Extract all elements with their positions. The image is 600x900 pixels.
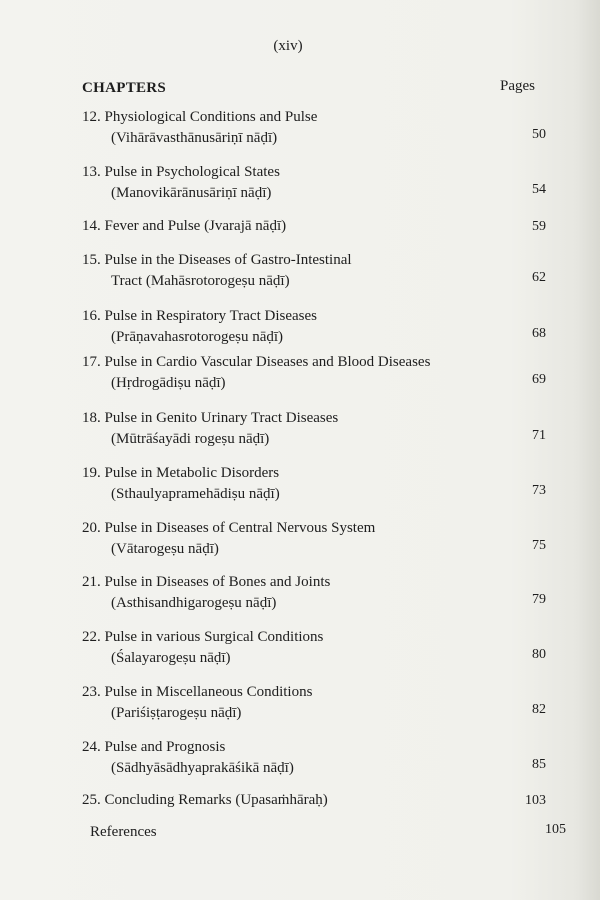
toc-entry [82, 408, 562, 450]
chapters-heading: CHAPTERS [82, 80, 167, 96]
toc-entry [82, 306, 562, 348]
toc-entry-title: 20. Pulse in Diseases of Central Nervous System [82, 520, 376, 536]
toc-page-number: 50 [532, 127, 546, 142]
toc-page-number: 85 [532, 757, 546, 772]
toc-entry-title: 24. Pulse and Prognosis [82, 739, 226, 755]
toc-entry-subtitle: (Asthisandhigarogeṣu nāḍī) [111, 595, 277, 611]
toc-entry [82, 790, 562, 811]
toc-entry [82, 250, 562, 292]
toc-entry-title: 23. Pulse in Miscellaneous Conditions [82, 684, 313, 700]
toc-entry-subtitle: (Pariśiṣṭarogeṣu nāḍī) [111, 705, 242, 721]
toc-entry [82, 463, 562, 505]
toc-entry-subtitle: (Prāṇavahasrotorogeṣu nāḍī) [111, 329, 284, 345]
toc-page-number: 75 [532, 538, 546, 553]
toc-page-number: 79 [532, 592, 546, 607]
pages-heading: Pages [500, 78, 535, 94]
toc-entry-title: 14. Fever and Pulse (Jvarajā nāḍī) [82, 218, 287, 234]
toc-page-number: 73 [532, 483, 546, 498]
toc-entry-subtitle: (Vihārāvasthānusāriṇī nāḍī) [111, 130, 278, 146]
references-label: References [90, 824, 157, 840]
toc-entry [82, 572, 562, 614]
toc-entry [82, 216, 562, 237]
toc-page-number: 103 [525, 793, 546, 808]
toc-entry [82, 162, 562, 204]
toc-entry-title: 12. Physiological Conditions and Pulse [82, 109, 318, 125]
toc-page-number: 62 [532, 270, 546, 285]
toc-entry [82, 737, 562, 779]
toc-entry-title: 13. Pulse in Psychological States [82, 164, 280, 180]
toc-entry-title: 18. Pulse in Genito Urinary Tract Diseases [82, 410, 339, 426]
toc-entry-title: 15. Pulse in the Diseases of Gastro-Intestinal [82, 252, 352, 268]
toc-entry-title: 17. Pulse in Cardio Vascular Diseases and Blood Diseases [82, 354, 431, 370]
toc-entry-title: 25. Concluding Remarks (Upasaṁhāraḥ) [82, 792, 328, 808]
toc-entry-subtitle: (Sthaulyapramehādiṣu nāḍī) [111, 486, 280, 502]
toc-entry-subtitle: (Hṛdrogādiṣu nāḍī) [111, 375, 226, 391]
toc-entry-subtitle: Tract (Mahāsrotorogeṣu nāḍī) [111, 273, 290, 289]
toc-entry-subtitle: (Vātarogeṣu nāḍī) [111, 541, 219, 557]
toc-entry [82, 518, 562, 560]
toc-entry-subtitle: (Sādhyāsādhyaprakāśikā nāḍī) [111, 760, 294, 776]
toc-entry-title: 16. Pulse in Respiratory Tract Diseases [82, 308, 317, 324]
toc-entry-title: 22. Pulse in various Surgical Conditions [82, 629, 324, 645]
toc-page-number: 68 [532, 326, 546, 341]
toc-entry [82, 352, 562, 394]
toc-page-number: 54 [532, 182, 546, 197]
toc-entry-subtitle: (Śalayarogeṣu nāḍī) [111, 650, 231, 666]
toc-page-number: 71 [532, 428, 546, 443]
toc-entry [82, 107, 562, 149]
toc-page-number: 82 [532, 702, 546, 717]
page-folio: (xiv) [273, 38, 303, 54]
toc-page-number: 80 [532, 647, 546, 662]
toc-entry-title: 21. Pulse in Diseases of Bones and Joints [82, 574, 331, 590]
toc-entry-subtitle: (Mūtrāśayādi rogeṣu nāḍī) [111, 431, 270, 447]
toc-entry-subtitle: (Manovikārānusāriṇī nāḍī) [111, 185, 272, 201]
references-page-number: 105 [545, 822, 566, 837]
toc-entry-title: 19. Pulse in Metabolic Disorders [82, 465, 280, 481]
toc-page-number: 69 [532, 372, 546, 387]
toc-entry [82, 627, 562, 669]
toc-entry [82, 682, 562, 724]
toc-page-number: 59 [532, 219, 546, 234]
